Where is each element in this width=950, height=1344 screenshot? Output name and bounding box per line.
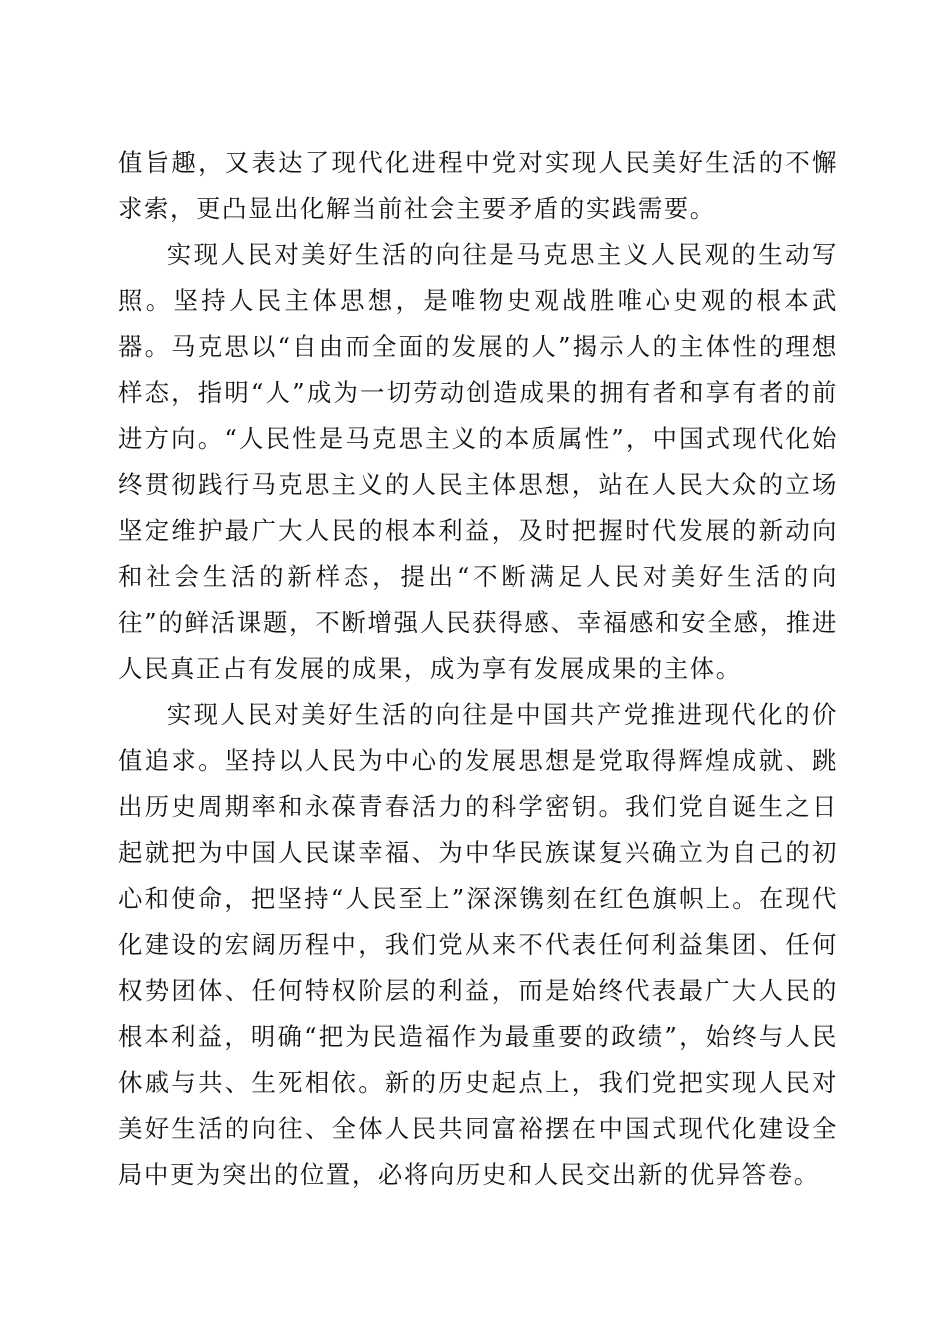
paragraph-continuation: 值旨趣，又表达了现代化进程中党对实现人民美好生活的不懈求索，更凸显出化解当前社会主要矛盾的实践需要。 (118, 148, 838, 223)
body-text (118, 140, 838, 1198)
paragraph-party-value-pursuit: 实现人民对美好生活的向往是中国共产党推进现代化的价值追求。坚持以人民为中心的发展思想是党取得辉煌成就、跳出历史周期率和永葆青春活力的科学密钥。我们党自诞生之日起就把为中国人民谋幸福、为中华民族谋复兴确立为自己的初心和使命，把坚持“人民至上”深深镌刻在红色旗帜上。在现代化建设的宏阔历程中，我们党从来不代表任何利益集团、任何权势团体、任何特权阶层的利益，而是始终代表最广大人民的根本利益，明确“把为民造福作为最重要的政绩”，始终与人民休戚与共、生死相依。新的历史起点上，我们党把实现人民对美好生活的向往、全体人民共同富裕摆在中国式现代化建设全局中更为突出的位置，必将向历史和人民交出新的优异答卷。 (118, 700, 838, 1189)
paragraph-marxist-people-view: 实现人民对美好生活的向往是马克思主义人民观的生动写照。坚持人民主体思想，是唯物史观战胜唯心史观的根本武器。马克思以“自由而全面的发展的人”揭示人的主体性的理想样态，指明“人”成为一切劳动创造成果的拥有者和享有者的前进方向。“人民性是马克思主义的本质属性”，中国式现代化始终贯彻践行马克思主义的人民主体思想，站在人民大众的立场坚定维护最广大人民的根本利益，及时把握时代发展的新动向和社会生活的新样态，提出“不断满足人民对美好生活的向往”的鲜活课题，不断增强人民获得感、幸福感和安全感，推进人民真正占有发展的成果，成为享有发展成果的主体。 (118, 240, 838, 683)
